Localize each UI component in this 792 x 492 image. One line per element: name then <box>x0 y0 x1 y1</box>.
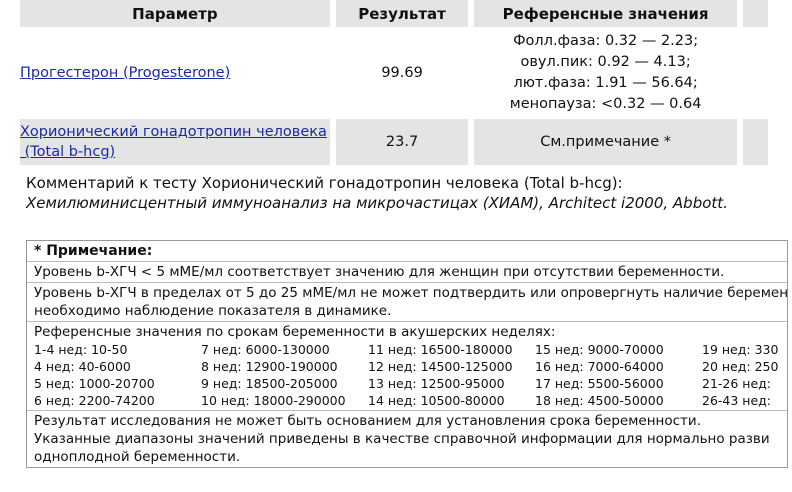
test-comment <box>26 173 728 213</box>
progesterone-link[interactable]: Прогестерон (Progesterone) <box>20 65 231 81</box>
weeks-cell: 16 нед: 7000-64000 <box>535 359 664 374</box>
reference-line: Фолл.фаза: 0.32 — 2.23; <box>513 33 699 49</box>
weeks-section <box>27 322 787 411</box>
weeks-cell: 7 нед: 6000-130000 <box>201 342 330 357</box>
weeks-cell: 1-4 нед: 10-50 <box>34 342 128 357</box>
reference-cell <box>474 29 736 117</box>
note-line <box>27 411 787 467</box>
header-parameter: Параметр <box>20 0 330 27</box>
weeks-cell: 8 нед: 12900-190000 <box>201 359 338 374</box>
note-line-part: Уровень b-ХГЧ в пределах от 5 до 25 мМЕ/мл не может подтвердить или опровергнуть наличие беремен <box>34 285 789 301</box>
weeks-cell: 14 нед: 10500-80000 <box>368 393 505 408</box>
reference-cell: См.примечание * <box>474 119 736 165</box>
weeks-cell: 12 нед: 14500-125000 <box>368 359 513 374</box>
weeks-grid <box>34 341 780 409</box>
header-result: Результат <box>336 0 469 27</box>
note-line <box>27 283 787 322</box>
note-line-part: необходимо наблюдение показателя в динамике. <box>34 303 392 319</box>
weeks-cell: 13 нед: 12500-95000 <box>368 376 505 391</box>
weeks-title: Референсные значения по срокам беременности в акушерских неделях: <box>34 324 556 340</box>
hcg-link[interactable] <box>20 124 327 160</box>
weeks-cell: 20 нед: 250 <box>702 359 779 374</box>
weeks-cell: 18 нед: 4500-50000 <box>535 393 664 408</box>
weeks-cell: 15 нед: 9000-70000 <box>535 342 664 357</box>
weeks-cell: 21-26 нед: <box>702 376 772 391</box>
hcg-link-line: Хорионический гонадотропин человека <box>20 124 327 140</box>
weeks-cell: 9 нед: 18500-205000 <box>201 376 338 391</box>
weeks-cell: 10 нед: 18000-290000 <box>201 393 346 408</box>
note-line: Уровень b-ХГЧ < 5 мМЕ/мл соответствует значению для женщин при отсутствии беременности. <box>27 262 787 283</box>
header-extra <box>743 0 768 27</box>
weeks-cell: 17 нед: 5500-56000 <box>535 376 664 391</box>
weeks-cell: 11 нед: 16500-180000 <box>368 342 513 357</box>
parameter-cell <box>20 29 330 117</box>
reference-line: овул.пик: 0.92 — 4.13; <box>520 54 691 70</box>
result-value: 23.7 <box>336 119 469 165</box>
weeks-cell: 4 нед: 40-6000 <box>34 359 131 374</box>
comment-method: Хемилюминисцентный иммуноанализ на микрочастицах (ХИАМ), Architect i2000, Abbott. <box>26 194 728 212</box>
result-value: 99.69 <box>381 65 423 81</box>
parameter-cell <box>20 119 330 165</box>
table-row <box>20 119 768 165</box>
weeks-cell: 19 нед: 330 <box>702 342 779 357</box>
comment-title: Комментарий к тесту Хорионический гонадотропин человека (Total b-hcg): <box>26 174 623 192</box>
weeks-cell: 5 нед: 1000-20700 <box>34 376 155 391</box>
weeks-cell: 26-43 нед: <box>702 393 772 408</box>
hcg-link-line: (Total b-hcg) <box>24 144 116 160</box>
note-box <box>26 240 788 468</box>
table-row <box>20 29 768 117</box>
reference-line: лют.фаза: 1.91 — 56.64; <box>513 75 698 91</box>
note-line-part: Результат исследования не может быть основанием для установления срока беременности. <box>34 413 701 429</box>
header-reference: Референсные значения <box>474 0 736 27</box>
results-table <box>14 0 774 167</box>
note-line-part: Указанные диапазоны значений приведены в качестве справочной информации для нормально разви <box>34 431 770 447</box>
note-line-part: одноплодной беременности. <box>34 449 241 465</box>
weeks-cell: 6 нед: 2200-74200 <box>34 393 155 408</box>
reference-line: менопауза: <0.32 — 0.64 <box>509 96 702 112</box>
note-title: * Примечание: <box>27 241 787 262</box>
